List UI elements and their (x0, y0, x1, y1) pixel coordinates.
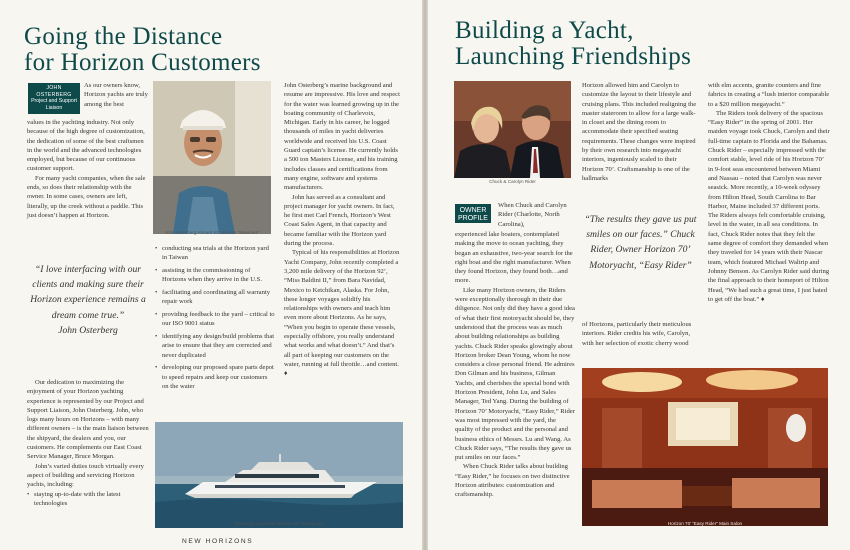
attributes-paragraph: When Chuck Rider talks about building “Easy Rider,” he focuses on two distinctive Horizon attributes: customization and craftsmanship. (455, 463, 570, 499)
left-page (0, 0, 422, 550)
tag-role: Project and Support Liaison (31, 98, 77, 111)
man-portrait-illustration (153, 81, 271, 234)
yacht-illustration (155, 422, 403, 528)
end-mark-icon: ♦ (284, 370, 288, 378)
duties-bullets (155, 244, 275, 391)
profile-label: PROFILE (458, 215, 488, 223)
right-pull-quote: “The results they gave us put smiles on our faces.” Chuck Rider, Owner Horizon 70’ Motoryacht, “Easy Rider” (584, 214, 697, 271)
bullet-item: • staying up-to-date with the latest technologies (27, 490, 149, 509)
couple-photo-caption: Chuck & Carolyn Rider (489, 179, 536, 184)
column1-top (27, 118, 148, 220)
owner-intro (498, 201, 574, 229)
salon-interior-illustration (582, 368, 828, 526)
delivery-text: Typical of his responsibilities at Horizon Yacht Company, John recently completed a 3,200 mile delivery of the Horizon 92’, “Miss Baldini II,” from Bara Navidad, Mexico to Ketchikan, Alaska. For John, these longer voyages solidify his relationships with owners and teach him even more about Horizons. As he says, “When you begin to operate these vessels, especially offshore, you really understand what works and what doesn’t.” And that’s all part of keeping our customers on the water, running at full throttle…and content. (284, 249, 400, 368)
couple-portrait-illustration (454, 81, 571, 178)
name-tag (28, 83, 80, 114)
left-headline (24, 24, 261, 76)
right-headline-line1: Building a Yacht, (455, 17, 634, 44)
duties-list (155, 244, 275, 395)
duty-item: • developing our proposed spare parts depot to speed repairs and keep our customers on the water (155, 363, 275, 391)
salon-photo-caption: Horizon 70’ “Easy Rider” Main Salon (667, 521, 743, 526)
right-column2-top (582, 81, 699, 183)
paragraph-2: For many yacht companies, when the sale ends, so does their relationship with the owner. In some cases, owners are left, literally, up the creek without a paddle. This just doesn’t happen at Horizon. (27, 174, 146, 219)
background-paragraph: John Osterberg’s marine background and resume are impressive. His love and respect for the water was learned growing up in the boating community of Charlevoix, Michigan. Early in his career, he logged thousands of miles in yacht deliveries worldwide and received his U.S. Coast Guard captain’s license. He currently holds a 500 ton Masters License, and his training includes classes and certifications from many engine, software and systems manufacturers. (284, 82, 400, 192)
duty-item: • conducting sea trials at the Horizon yard in Taiwan (155, 244, 275, 263)
owner-intro-paragraph: When Chuck and Carolyn Rider (Charlotte, North Carolina), (498, 202, 567, 228)
paragraph-1: values in the yachting industry. Not only because of the high degree of customization, the dedication of some of the best craftsmen in the world and the advanced technologies employed, but because of our continuous customer support. (27, 119, 145, 173)
lake-boaters-paragraph: experienced lake boaters, contemplated making the move to ocean yachting, they began an exhaustive, two-year search for the right boat and the right manufacturer. When they found Horizon, they found both…and more. (455, 231, 573, 285)
column1-bullets (27, 490, 149, 509)
left-headline-line1: Going the Distance (24, 23, 223, 50)
footer-publication: NEW HORIZONS (182, 538, 254, 545)
interiors-paragraph: of Horizons, particularly their meticulous interiors. Rider credits his wife, Carolyn, with her selection of exotic cherry wood (582, 321, 692, 347)
right-column2-bottom (582, 320, 699, 348)
elm-accents-paragraph: with elm accents, granite counters and fine fabrics in creating a “lush interior comparable to a $20 million megayacht.” (708, 82, 830, 108)
duty-item: • providing feedback to the yard – critical to our ISO 9001 status (155, 310, 275, 329)
right-column1 (455, 230, 575, 500)
left-headline-line2: for Horizon Customers (24, 49, 261, 76)
owner-label: OWNER (459, 207, 487, 214)
photo2-caption: Recently Launched Horizon 62’ Motoryacht (235, 521, 323, 526)
delivery-voyage-text: The Riders took delivery of the spacious “Easy Rider” in the spring of 2001. Her maiden voyage took Chuck, Carolyn and their full-time captain to Florida and the Bahamas. Chuck Rider – especially impressed with the comfort stable, level ride of his Horizon 70’ in 9-foot seas encountered between Miami and Nassau – noted that Carolyn was never seasick. More recently, a 10-week odyssey from Hilton Head, South Carolina to Bar Harbor, Maine included 37 different ports. The Riders always felt comfortable cruising, level in the water, in all sea conditions. In fact, Chuck Rider notes that they felt the same degree of comfort they demanded when they traveled for 14 years with their Nascar team, which featured Michael Waltrip and Johnny Benson. As Carolyn Rider said during the final approach to their homeport of Hilton Head, “We had such a great time, I just hated to get off the boat.” (708, 109, 830, 303)
end-mark-icon: ♦ (761, 295, 765, 303)
consultant-paragraph: John has served as a consultant and project manager for yacht owners. In fact, he first met Carl French, Horizon’s West Coast Sales Agent, in that capacity and became familiar with the Horizon yard during the process. (284, 193, 395, 248)
photo-main-salon (582, 368, 828, 526)
duty-item: • identifying any design/build problems that arise to ensure that they are corrected and never duplicated (155, 332, 275, 360)
duty-item: • facilitating and coordinating all warranty repair work (155, 288, 275, 307)
right-headline (455, 18, 691, 70)
photo-chuck-carolyn (454, 81, 571, 178)
owner-profile-badge (455, 204, 491, 223)
duty-item: • assisting in the commissioning of Horizons when they arrive in the U.S. (155, 266, 275, 285)
photo1-caption: John Osterberg Aboard 92’ Horizon “Maximus” (164, 230, 260, 235)
paragraph-3: Our dedication to maximizing the enjoyment of your Horizon yachting experience is represented by our Project and Support Liaison, John Osterberg. John, who logs many hours on Horizons – with many different owners – is the main liaison between the shipyard, the dealers and you, our customers. He complements our East Coast Service Manager, Bruce Morgan. (27, 379, 149, 461)
due-diligence-paragraph: Like many Horizon owners, the Riders were exceptionally thorough in their due diligence. Not only did they have a good idea of what their first motoryacht should be, they understood that the process was as much about building relationships as building yachts. Chuck Rider speaks glowingly about Horizon broker Dean Young, whom he now considers a close personal friend. He admires Don Gilman and his business, Gilman Yachts, and cherishes the special bond with Horizon President, John Lu, and Sales Manager, Ted Yang. During the building of Horizon 70’ Motoryacht, “Easy Rider,” Rider was most impressed with the yard, the quality of the product and the personal and business ethics of Messrs. Lu and Wang. As Chuck Rider says, “The results they gave us put smiles on our faces.” (455, 286, 575, 462)
pull-quote (27, 262, 149, 338)
quote-attribution: John Osterberg (58, 324, 118, 336)
right-headline-line2: Launching Friendships (455, 43, 692, 70)
column3 (284, 81, 400, 379)
photo-horizon-62 (155, 422, 403, 528)
right-page (428, 0, 850, 550)
delivery-paragraph (284, 248, 400, 378)
intro-paragraph: As our owners know, Horizon yachts are truly among the best (84, 82, 148, 108)
paragraph-4: John’s varied duties touch virtually every aspect of building and servicing Horizon yachts, including: (27, 462, 144, 489)
column1-bottom (27, 378, 149, 512)
tag-name: JOHN OSTERBERG (36, 85, 72, 98)
intro-text (84, 81, 148, 109)
customization-paragraph: Horizon allowed him and Carolyn to customize the layout to their lifestyle and cruising plans. This included realigning the master stateroom to allow for a large walk-in closet and the dining room to accommodate their specified seating requirements. These changes were inspired by their own research into megayacht interiors, ingeniously scaled to their Horizon 70’. Craftsmanship is one of the hallmarks (582, 82, 697, 182)
quote-text: “I love interfacing with our clients and making sure their Horizon experience remains a dream come true.” (30, 264, 146, 321)
photo-john-osterberg (153, 81, 271, 234)
delivery-voyage-paragraph (708, 109, 830, 304)
right-column3 (708, 81, 830, 304)
